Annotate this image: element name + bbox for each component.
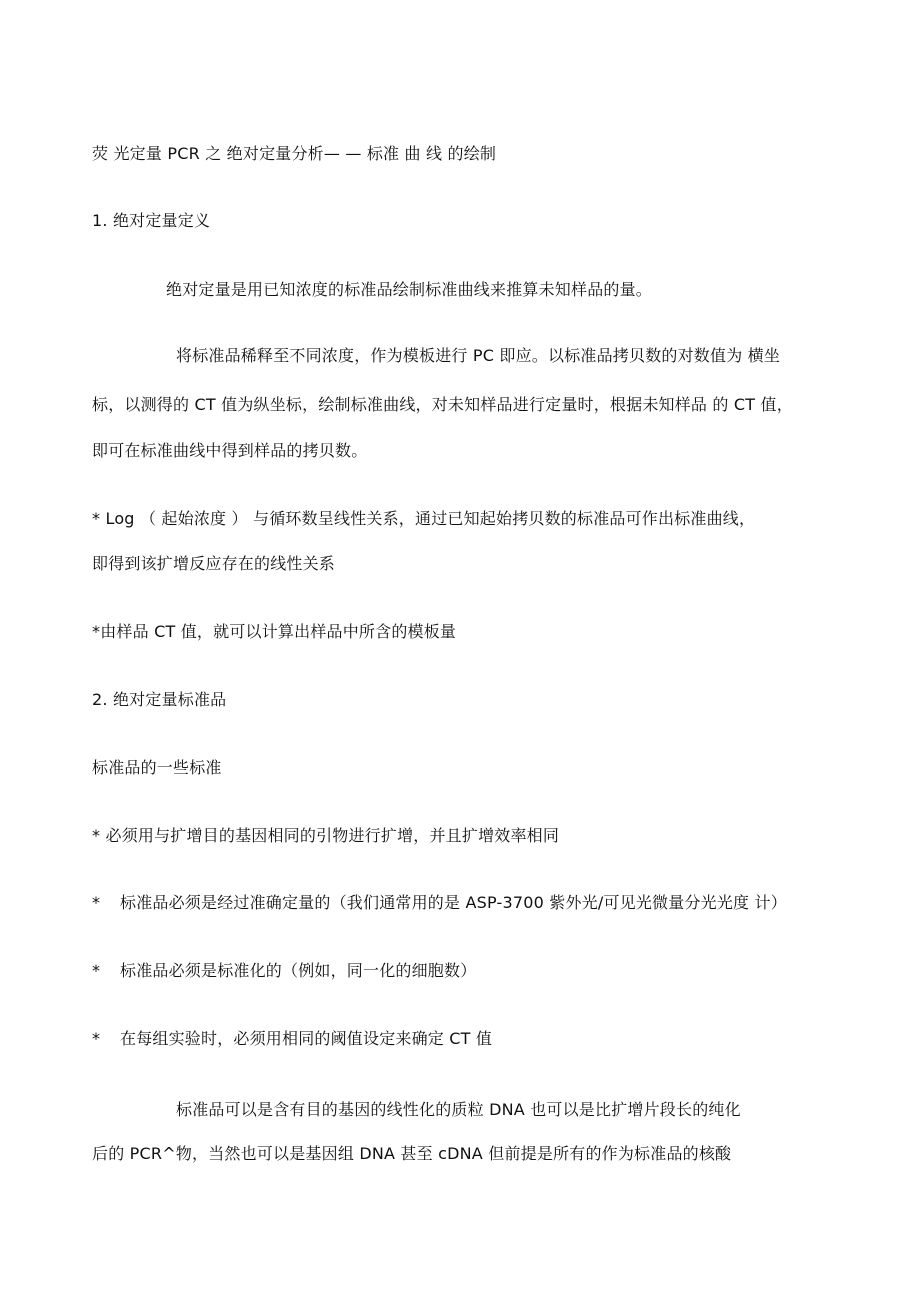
section-1-heading: 1. 绝对定量定义 [92,211,211,230]
note-1-line-1: * Log （ 起始浓度 ） 与循环数呈线性关系，通过已知起始拷贝数的标准品可作出标准曲线， [92,509,756,528]
requirement-2-text: 标准品必须是经过准确定量的（我们通常用的是 ASP-3700 紫外光/可见光微量分光光度 计） [120,893,787,912]
note-2: *由样品 CT 值，就可以计算出样品中所含的模板量 [92,622,457,641]
section-2-subheading: 标准品的一些标准 [92,758,222,777]
section-1-paragraph-2-line-2: 标，以测得的 CT 值为纵坐标，绘制标准曲线，对未知样品进行定量时，根据未知样品 的 CT 值， [92,395,793,414]
section-1-paragraph-2-line-3: 即可在标准曲线中得到样品的拷贝数。 [92,441,368,460]
requirement-3-text: 标准品必须是标准化的（例如，同一化的细胞数） [120,961,477,980]
bullet-mark: * [92,1029,101,1048]
requirement-1: * 必须用与扩增目的基因相同的引物进行扩增，并且扩增效率相同 [92,826,560,845]
requirement-3 [92,961,476,981]
requirement-2 [92,893,787,913]
section-2-paragraph-line-1: 标准品可以是含有目的基因的线性化的质粒 DNA 也可以是比扩增片段长的纯化 [176,1100,741,1119]
document-title: 荧 光定量 PCR 之 绝对定量分析— — 标准 曲 线 的绘制 [92,144,497,163]
section-2-heading: 2. 绝对定量标准品 [92,690,227,709]
bullet-mark: * [92,961,101,980]
note-1-line-2: 即得到该扩增反应存在的线性关系 [92,554,336,573]
section-2-paragraph-line-2: 后的 PCR^物，当然也可以是基因组 DNA 甚至 cDNA 但前提是所有的作为标准品的核酸 [92,1144,732,1163]
requirement-4 [92,1029,492,1049]
section-1-paragraph-2-line-1: 将标准品稀释至不同浓度，作为模板进行 PC 即应。以标准品拷贝数的对数值为 横坐 [176,346,781,365]
bullet-mark: * [92,893,101,912]
requirement-4-text: 在每组实验时，必须用相同的阈值设定来确定 CT 值 [120,1029,493,1048]
section-1-paragraph-1: 绝对定量是用已知浓度的标准品绘制标准曲线来推算未知样品的量。 [166,280,653,299]
